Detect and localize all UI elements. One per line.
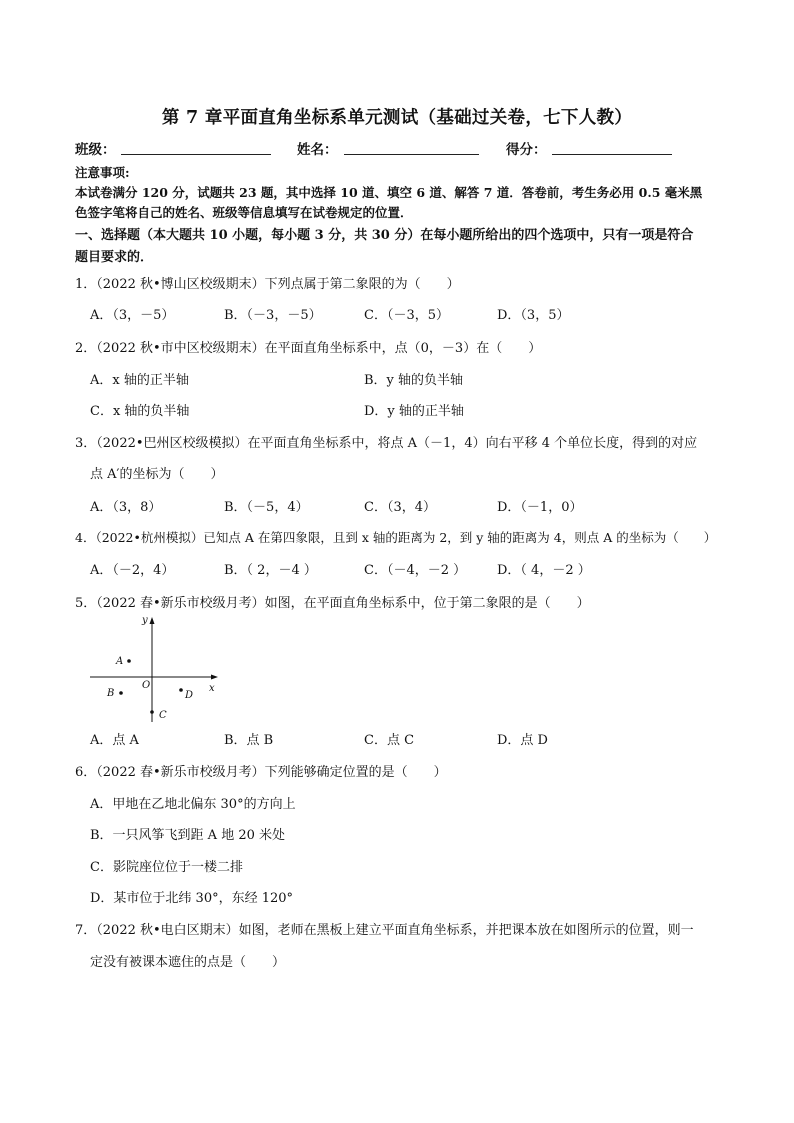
q1-option-a[interactable]: A．（3，－5） xyxy=(90,308,175,323)
q3-stem-line1: 3．（2022•巴州区校级模拟）在平面直角坐标系中，将点 A（－1，4）向右平移 4 个单位长度，得到的对应 xyxy=(75,436,698,451)
name-label: 姓名： xyxy=(297,142,338,158)
q1-option-d[interactable]: D．（3，5） xyxy=(497,308,570,323)
q5-option-d[interactable]: D．点 D xyxy=(497,733,548,748)
q2-option-c[interactable]: C．x 轴的负半轴 xyxy=(90,404,190,419)
q6-option-c[interactable]: C．影院座位位于一楼二排 xyxy=(90,860,243,875)
point-c xyxy=(150,710,154,714)
x-axis-label: x xyxy=(209,683,215,694)
q5-coordinate-figure xyxy=(80,610,230,725)
point-b-label: B xyxy=(107,688,115,699)
q6-option-d[interactable]: D．某市位于北纬 30°，东经 120° xyxy=(90,891,294,906)
q3-stem-line2: 点 A′的坐标为（ ） xyxy=(90,467,224,482)
q5-option-b[interactable]: B．点 B xyxy=(224,733,274,748)
q1-option-c[interactable]: C．（－3，5） xyxy=(364,308,449,323)
y-axis-label: y xyxy=(142,615,148,626)
q4-stem: 4．（2022•杭州模拟）已知点 A 在第四象限，且到 x 轴的距离为 2，到 y 轴的距离为 4，则点 A 的坐标为（ ） xyxy=(75,530,717,545)
section1-line2: 题目要求的． xyxy=(75,250,154,265)
origin-label: O xyxy=(142,680,151,691)
class-label: 班级： xyxy=(75,142,116,158)
q5-option-c[interactable]: C．点 C xyxy=(364,733,415,748)
q4-option-b[interactable]: B．（ 2，－4 ） xyxy=(224,563,317,578)
score-field[interactable] xyxy=(552,154,672,155)
q4-option-c[interactable]: C．（－4，－2 ） xyxy=(364,563,467,578)
q5-stem: 5．（2022 春•新乐市校级月考）如图，在平面直角坐标系中，位于第二象限的是（ ） xyxy=(75,596,590,611)
point-b xyxy=(119,691,123,695)
y-axis-arrow xyxy=(150,617,155,624)
name-field[interactable] xyxy=(344,154,479,155)
q4-option-d[interactable]: D．（ 4，－2 ） xyxy=(497,563,591,578)
q6-option-a[interactable]: A．甲地在乙地北偏东 30°的方向上 xyxy=(90,797,296,812)
section1-line1: 一、选择题（本大题共 10 小题，每小题 3 分，共 30 分）在每小题所给出的四个选项中，只有一项是符合 xyxy=(75,228,694,243)
q7-stem-line2: 定没有被课本遮住的点是（ ） xyxy=(90,955,286,970)
point-c-label: C xyxy=(159,710,167,721)
q6-stem: 6．（2022 春•新乐市校级月考）下列能够确定位置的是（ ） xyxy=(75,765,447,780)
q4-option-a[interactable]: A．（－2，4） xyxy=(90,563,175,578)
score-label: 得分： xyxy=(506,142,547,158)
q1-stem: 1．（2022 秋•博山区校级期末）下列点属于第二象限的为（ ） xyxy=(75,277,460,292)
q6-option-b[interactable]: B．一只风筝飞到距 A 地 20 米处 xyxy=(90,828,286,843)
q3-option-c[interactable]: C．（3，4） xyxy=(364,500,436,515)
point-a xyxy=(127,659,131,663)
q7-stem-line1: 7．（2022 秋•电白区期末）如图，老师在黑板上建立平面直角坐标系，并把课本放在如图所示的位置，则一 xyxy=(75,923,694,938)
q3-option-a[interactable]: A．（3，8） xyxy=(90,500,162,515)
q3-option-d[interactable]: D．（－1，0） xyxy=(497,500,583,515)
q2-option-a[interactable]: A．x 轴的正半轴 xyxy=(90,373,189,388)
q1-option-b[interactable]: B．（－3，－5） xyxy=(224,308,322,323)
class-field[interactable] xyxy=(121,154,271,155)
point-a-label: A xyxy=(116,656,124,667)
q2-option-d[interactable]: D．y 轴的正半轴 xyxy=(364,404,464,419)
x-axis-arrow xyxy=(211,675,218,680)
notice-line1: 本试卷满分 120 分，试题共 23 题，其中选择 10 道、填空 6 道、解答 7 道．答卷前，考生务必用 0.5 毫米黑 xyxy=(75,185,703,200)
q2-option-b[interactable]: B．y 轴的负半轴 xyxy=(364,373,464,388)
q3-option-b[interactable]: B．（－5，4） xyxy=(224,500,309,515)
q5-option-a[interactable]: A．点 A xyxy=(90,733,139,748)
notice-line2: 色签字笔将自己的姓名、班级等信息填写在试卷规定的位置． xyxy=(75,205,413,220)
point-d-label: D xyxy=(185,690,194,701)
notice-heading: 注意事项: xyxy=(75,165,130,180)
page-title: 第 7 章平面直角坐标系单元测试（基础过关卷，七下人教） xyxy=(161,108,633,128)
q2-stem: 2．（2022 秋•市中区校级期末）在平面直角坐标系中，点（0，－3）在（ ） xyxy=(75,341,542,356)
point-d xyxy=(179,688,183,692)
